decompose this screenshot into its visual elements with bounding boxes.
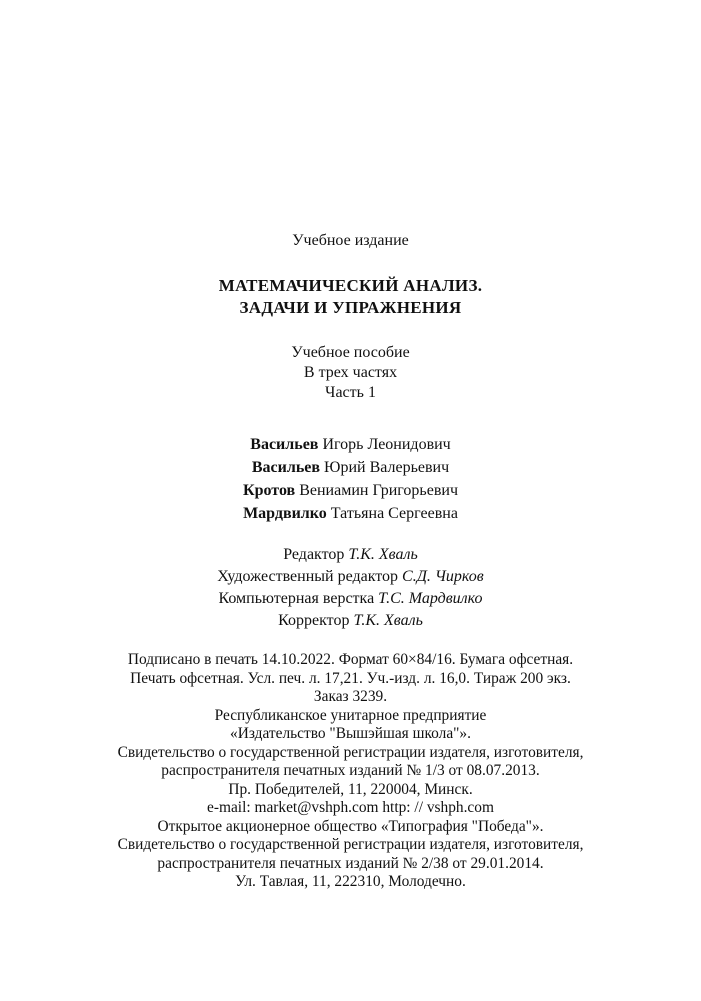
parts-count: В трех частях: [303, 364, 398, 381]
imprint-line: Заказ 3239.: [313, 688, 388, 705]
imprint-line: Республиканское унитарное предприятие: [214, 706, 487, 724]
imprint-line: распространителя печатных изданий № 1/3 от 08.07.2013.: [161, 762, 540, 779]
part-number: Часть 1: [325, 384, 376, 401]
author: [0, 433, 701, 456]
author-surname: Мардвилко: [243, 505, 327, 522]
author-surname: Васильев: [251, 459, 321, 476]
edition-type: Учебное издание: [292, 232, 409, 249]
staff-name: Т.К. Хваль: [348, 546, 418, 563]
staff-line: [0, 544, 701, 566]
staff-name: Т.К. Хваль: [353, 612, 423, 629]
author-given-names: Игорь Леонидович: [322, 436, 451, 453]
imprint-line: Ул. Тавлая, 11, 222310, Молодечно.: [235, 873, 466, 890]
publication-kind: Учебное пособие: [291, 344, 410, 361]
imprint-block: [0, 651, 701, 892]
author-given-names: Юрий Валерьевич: [324, 459, 450, 476]
book-title-line-1: МАТЕМАЧИЧЕСКИЙ АНАЛИЗ.: [218, 276, 483, 295]
imprint-line: распространителя печатных изданий № 2/38 от 29.01.2014.: [157, 854, 544, 872]
staff-role: Компьютерная верстка: [218, 590, 375, 607]
imprint-line: Пр. Победителей, 11, 220004, Минск.: [228, 780, 473, 798]
author-given-names: Татьяна Сергеевна: [330, 505, 458, 522]
author: [0, 502, 701, 525]
staff-line: [0, 610, 701, 632]
imprint-line: Подписано в печать 14.10.2022. Формат 60×84/16. Бумага офсетная.: [127, 651, 574, 668]
book-title-line-2: ЗАДАЧИ И УПРАЖНЕНИЯ: [239, 298, 462, 317]
author-given-names: Вениамин Григорьевич: [299, 482, 458, 499]
editorial-staff: [0, 544, 701, 632]
book-title: [0, 275, 701, 319]
staff-role: Корректор: [278, 612, 350, 629]
imprint-line: e-mail: market@vshph.com http: // vshph.com: [207, 799, 494, 816]
author-surname: Васильев: [250, 436, 319, 453]
staff-name: Т.С. Мардвилко: [378, 590, 483, 607]
imprint-line: Свидетельство о государственной регистрации издателя, изготовителя,: [117, 743, 584, 761]
staff-line: [0, 588, 701, 610]
imprint-line: «Издательство "Вышэйшая школа"».: [230, 725, 471, 742]
imprint-line: Печать офсетная. Усл. печ. л. 17,21. Уч.-изд. л. 16,0. Тираж 200 экз.: [130, 669, 571, 687]
staff-role: Художественный редактор: [217, 568, 399, 585]
imprint-line: Свидетельство о государственной регистрации издателя, изготовителя,: [117, 836, 584, 853]
author: [0, 479, 701, 502]
staff-line: [0, 566, 701, 588]
imprint-line: Открытое акционерное общество «Типография "Победа"».: [157, 817, 544, 835]
staff-name: С.Д. Чирков: [402, 568, 484, 585]
author: [0, 456, 701, 479]
book-subtitle: [0, 343, 701, 403]
authors-list: [0, 433, 701, 525]
author-surname: Кротов: [243, 482, 296, 499]
staff-role: Редактор: [283, 546, 345, 563]
